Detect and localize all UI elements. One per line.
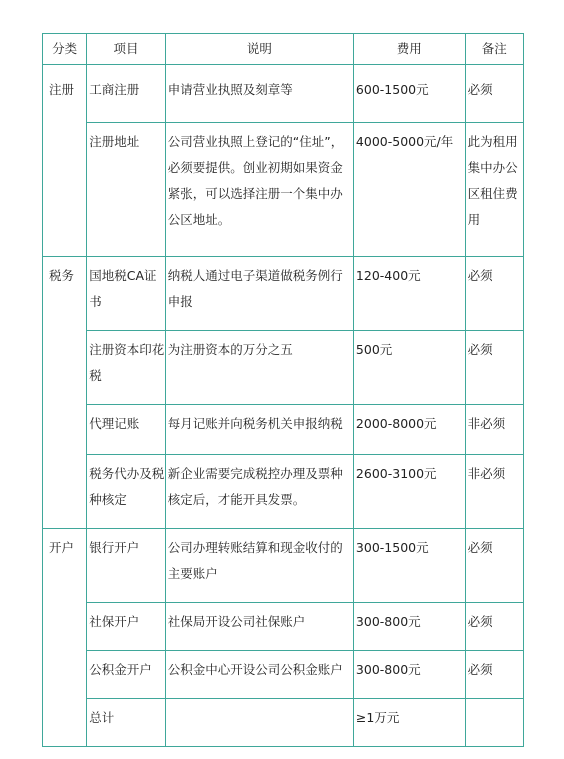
header-note: 备注 [465, 34, 523, 65]
description-cell [165, 603, 353, 651]
fee-value: 300-1500元 [355, 540, 429, 555]
note-text: 非必须 [467, 416, 506, 431]
description-text: 社保局开设公司社保账户 [167, 614, 306, 629]
fee-cell [353, 651, 465, 699]
item-label: 工商注册 [89, 82, 140, 97]
table-row-total [43, 699, 524, 747]
category-cell [43, 257, 87, 529]
note-text: 必须 [467, 268, 493, 283]
fee-cell [353, 123, 465, 257]
note-text: 必须 [467, 662, 493, 677]
table-row [43, 603, 524, 651]
description-cell [165, 257, 353, 331]
fee-cell [353, 455, 465, 529]
table-header-row [43, 34, 524, 65]
category-cell [43, 529, 87, 747]
fee-value: 4000-5000元/年 [355, 134, 454, 149]
header-item: 项目 [87, 34, 165, 65]
item-cell [87, 123, 165, 257]
note-cell [465, 603, 523, 651]
table-row [43, 257, 524, 331]
item-cell [87, 257, 165, 331]
description-cell [165, 331, 353, 405]
fee-value: 2000-8000元 [355, 416, 437, 431]
description-text: 每月记账并向税务机关申报纳税 [167, 416, 343, 431]
fee-value: 2600-3100元 [355, 466, 437, 481]
note-cell [465, 651, 523, 699]
fee-cell [353, 699, 465, 747]
header-category: 分类 [43, 34, 87, 65]
item-cell [87, 331, 165, 405]
item-label: 银行开户 [89, 540, 140, 555]
description-text: 申请营业执照及刻章等 [167, 82, 293, 97]
note-text: 必须 [467, 82, 493, 97]
description-text: 公司办理转账结算和现金收付的主要账户 [167, 540, 343, 581]
fee-cell [353, 331, 465, 405]
description-text: 为注册资本的万分之五 [167, 342, 293, 357]
table-row [43, 405, 524, 455]
header-description: 说明 [165, 34, 353, 65]
note-cell [465, 699, 523, 747]
note-text: 此为租用集中办公区租住费用 [467, 134, 518, 227]
note-cell [465, 65, 523, 123]
category-label: 税务 [49, 268, 75, 283]
item-label: 社保开户 [89, 614, 140, 629]
fee-cell [353, 257, 465, 331]
fee-value: ≥1万元 [355, 710, 400, 725]
description-cell [165, 699, 353, 747]
description-text: 公司营业执照上登记的“住址”，必须要提供。创业初期如果资金紧张，可以选择注册一个集中办公区地址。 [167, 134, 344, 227]
table-row [43, 65, 524, 123]
description-text: 新企业需要完成税控办理及票种核定后，才能开具发票。 [167, 466, 343, 507]
fee-value: 120-400元 [355, 268, 421, 283]
category-label: 开户 [49, 540, 75, 555]
item-cell [87, 455, 165, 529]
note-cell [465, 455, 523, 529]
table-row [43, 529, 524, 603]
description-cell [165, 123, 353, 257]
note-cell [465, 257, 523, 331]
item-cell [87, 603, 165, 651]
fee-value: 300-800元 [355, 662, 421, 677]
item-label: 国地税CA证书 [89, 268, 157, 309]
fee-value: 500元 [355, 342, 393, 357]
description-cell [165, 455, 353, 529]
item-label: 注册地址 [89, 134, 140, 149]
note-cell [465, 529, 523, 603]
item-label: 税务代办及税种核定 [89, 466, 165, 507]
note-text: 必须 [467, 342, 493, 357]
table-row [43, 455, 524, 529]
note-cell [465, 405, 523, 455]
category-label: 注册 [49, 82, 75, 97]
description-text: 公积金中心开设公司公积金账户 [167, 662, 343, 677]
item-label: 注册资本印花税 [89, 342, 165, 383]
description-cell [165, 405, 353, 455]
note-cell [465, 123, 523, 257]
fee-cell [353, 65, 465, 123]
item-cell [87, 65, 165, 123]
note-text: 非必须 [467, 466, 506, 481]
description-cell [165, 65, 353, 123]
fee-cell [353, 405, 465, 455]
fee-table [42, 33, 524, 747]
table-row [43, 651, 524, 699]
description-text: 纳税人通过电子渠道做税务例行申报 [167, 268, 343, 309]
fee-cell [353, 603, 465, 651]
fee-value: 600-1500元 [355, 82, 429, 97]
table-row [43, 123, 524, 257]
header-fee: 费用 [353, 34, 465, 65]
note-text: 必须 [467, 614, 493, 629]
item-label: 公积金开户 [89, 662, 152, 677]
item-cell [87, 699, 165, 747]
item-label: 代理记账 [89, 416, 140, 431]
table-row [43, 331, 524, 405]
description-cell [165, 529, 353, 603]
description-cell [165, 651, 353, 699]
category-cell [43, 65, 87, 257]
item-cell [87, 405, 165, 455]
fee-cell [353, 529, 465, 603]
item-cell [87, 651, 165, 699]
fee-value: 300-800元 [355, 614, 421, 629]
item-label: 总计 [89, 710, 115, 725]
note-cell [465, 331, 523, 405]
note-text: 必须 [467, 540, 493, 555]
item-cell [87, 529, 165, 603]
